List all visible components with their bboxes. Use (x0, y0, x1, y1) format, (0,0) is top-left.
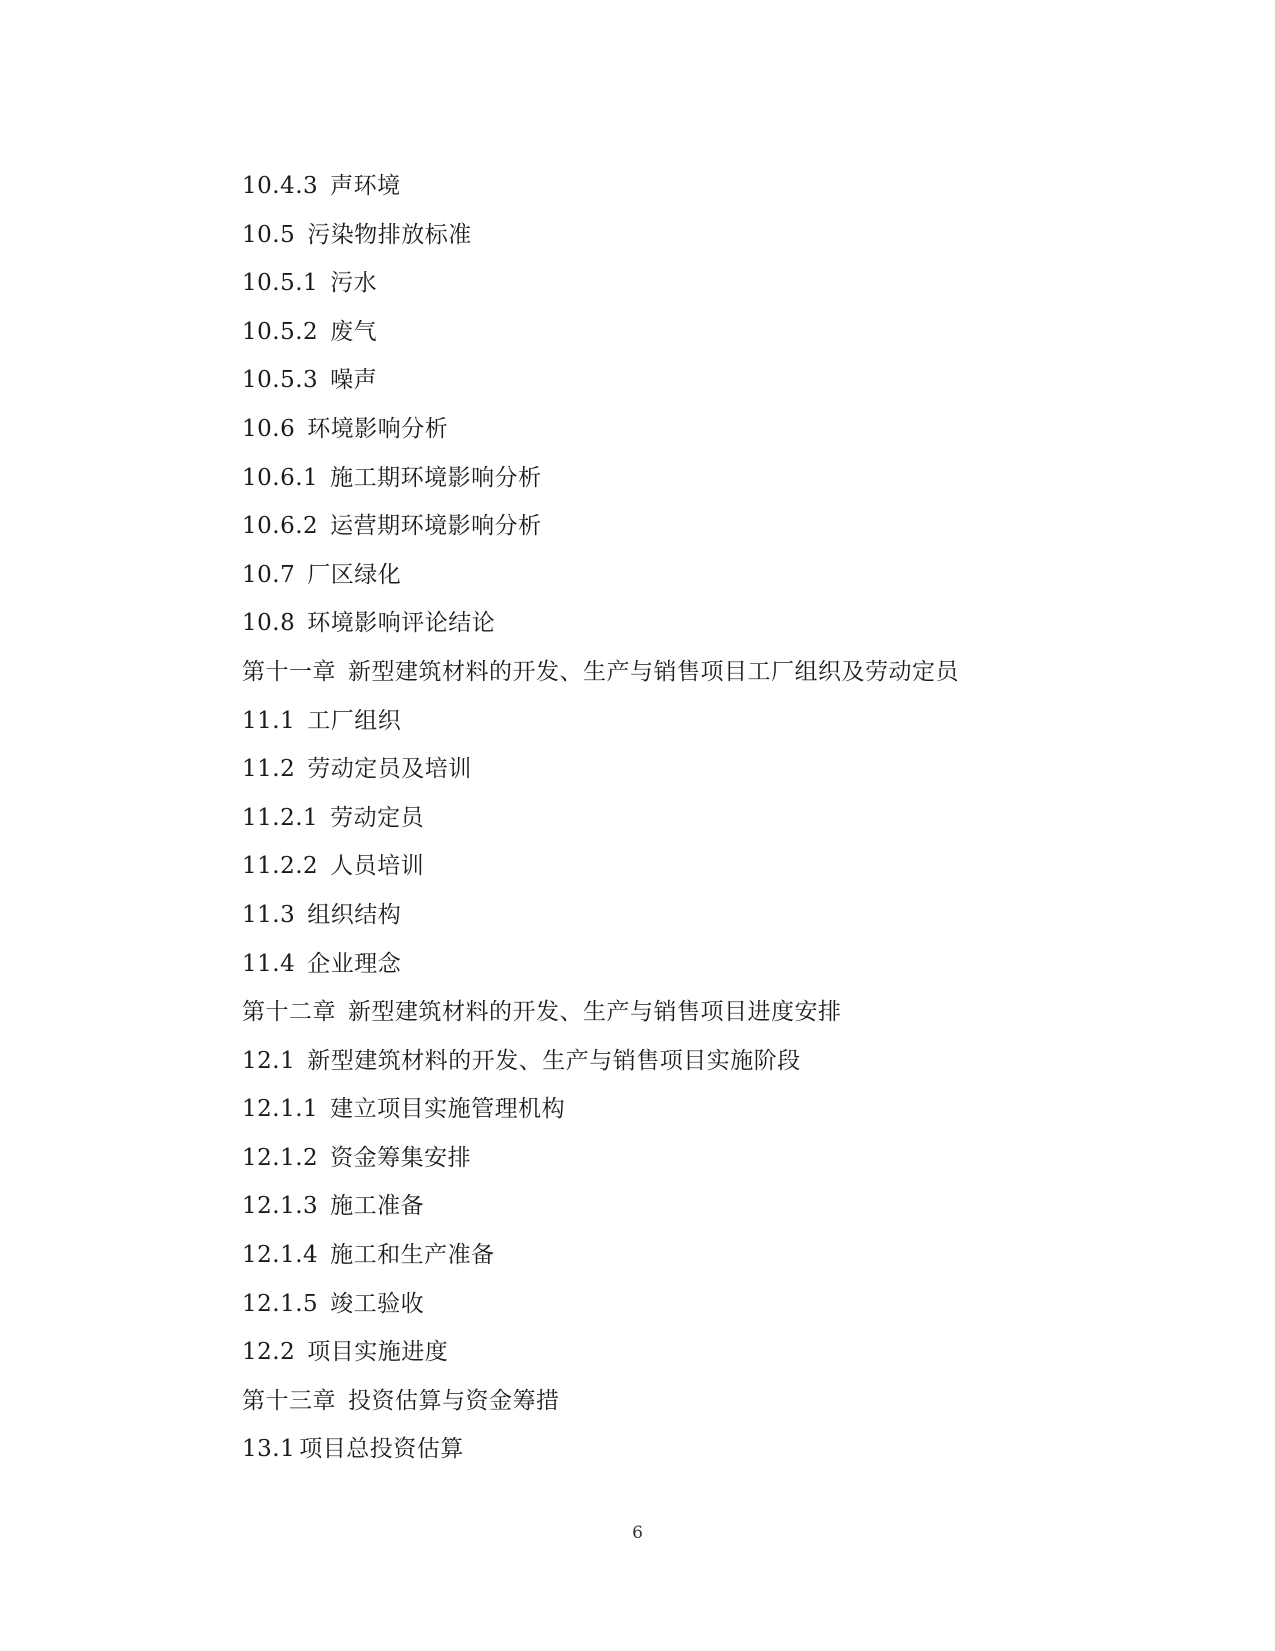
toc-entry-title: 劳动定员 (330, 804, 425, 831)
toc-entry-number: 12.1.4 (242, 1242, 319, 1269)
toc-entry-number: 10.8 (242, 610, 296, 637)
toc-entry (242, 1425, 1222, 1474)
toc-entry (242, 211, 1222, 260)
toc-entry-title: 环境影响评论结论 (307, 610, 496, 637)
toc-chapter-title: 投资估算与资金筹措 (348, 1387, 560, 1414)
toc-entry (242, 1037, 1222, 1086)
toc-entry-number: 11.2.2 (242, 853, 319, 880)
toc-entry-number: 12.2 (242, 1339, 296, 1366)
toc-entry-number: 11.2.1 (242, 804, 319, 831)
toc-entry-title: 污水 (330, 270, 378, 297)
toc-entry-number: 10.5 (242, 221, 296, 248)
toc-entry (242, 1231, 1222, 1280)
toc-entry-title: 企业理念 (307, 950, 402, 977)
toc-entry (242, 162, 1222, 211)
toc-entry-title: 工厂组织 (307, 707, 402, 734)
toc-entry (242, 599, 1222, 648)
toc-entry-number: 11.3 (242, 901, 296, 928)
toc-entry-title: 厂区绿化 (307, 561, 402, 588)
toc-entry-title: 劳动定员及培训 (307, 756, 472, 783)
toc-entry-number: 10.6.2 (242, 513, 319, 540)
toc-entry (242, 1134, 1222, 1183)
page-number: 6 (632, 1523, 643, 1543)
toc-entry-number: 10.6.1 (242, 464, 319, 491)
toc-entry-title: 人员培训 (330, 853, 425, 880)
toc-entry-title: 污染物排放标准 (307, 221, 472, 248)
toc-entry (242, 891, 1222, 940)
toc-entry-number: 11.2 (242, 756, 296, 783)
toc-chapter-title: 新型建筑材料的开发、生产与销售项目进度安排 (348, 999, 842, 1026)
toc-chapter-number: 第十三章 (242, 1387, 336, 1414)
toc-entry (242, 308, 1222, 357)
toc-entry-title: 建立项目实施管理机构 (330, 1096, 566, 1123)
toc-entry-title: 施工准备 (330, 1193, 425, 1220)
toc-entry-title: 运营期环境影响分析 (330, 513, 542, 540)
toc-entry-number: 13.1 (242, 1436, 296, 1463)
toc-entry-title: 环境影响分析 (307, 415, 449, 442)
toc-chapter-number: 第十二章 (242, 999, 336, 1026)
toc-chapter-heading (242, 648, 1222, 697)
toc-entry-title: 新型建筑材料的开发、生产与销售项目实施阶段 (307, 1047, 801, 1074)
toc-entry-number: 12.1.3 (242, 1193, 319, 1220)
toc-entry (242, 502, 1222, 551)
toc-entry (242, 697, 1222, 746)
toc-entry-title: 项目总投资估算 (299, 1436, 464, 1463)
toc-entry-title: 施工期环境影响分析 (330, 464, 542, 491)
toc-entry (242, 842, 1222, 891)
toc-chapter-title: 新型建筑材料的开发、生产与销售项目工厂组织及劳动定员 (348, 658, 959, 685)
toc-entry-title: 组织结构 (307, 901, 402, 928)
toc-entry (242, 794, 1222, 843)
toc-entry-number: 12.1.1 (242, 1096, 319, 1123)
toc-entry-title: 施工和生产准备 (330, 1242, 495, 1269)
toc-entry-number: 11.4 (242, 950, 296, 977)
toc-entry (242, 356, 1222, 405)
toc-entry (242, 1085, 1222, 1134)
toc-entry (242, 454, 1222, 503)
toc-entry-title: 废气 (330, 318, 378, 345)
table-of-contents (242, 162, 1222, 1474)
toc-chapter-number: 第十一章 (242, 658, 336, 685)
toc-entry-title: 声环境 (330, 173, 401, 199)
toc-entry (242, 405, 1222, 454)
toc-entry-title: 项目实施进度 (307, 1339, 449, 1366)
toc-entry-title: 竣工验收 (330, 1290, 425, 1317)
toc-entry-number: 12.1.2 (242, 1144, 319, 1171)
toc-entry-number: 10.5.3 (242, 367, 319, 394)
toc-entry-title: 资金筹集安排 (330, 1144, 472, 1171)
toc-entry-number: 10.4.3 (242, 173, 319, 199)
toc-chapter-heading (242, 988, 1222, 1037)
toc-entry-number: 12.1 (242, 1047, 296, 1074)
toc-entry-number: 12.1.5 (242, 1290, 319, 1317)
toc-entry-number: 10.7 (242, 561, 296, 588)
toc-entry (242, 551, 1222, 600)
toc-entry (242, 745, 1222, 794)
toc-entry (242, 1328, 1222, 1377)
toc-entry-number: 10.5.1 (242, 270, 319, 297)
toc-entry-number: 10.6 (242, 415, 296, 442)
toc-chapter-heading (242, 1377, 1222, 1426)
toc-entry (242, 259, 1222, 308)
toc-entry-number: 11.1 (242, 707, 296, 734)
toc-entry-title: 噪声 (330, 367, 378, 394)
toc-entry (242, 940, 1222, 989)
toc-entry (242, 1182, 1222, 1231)
toc-entry-number: 10.5.2 (242, 318, 319, 345)
toc-entry (242, 1280, 1222, 1329)
